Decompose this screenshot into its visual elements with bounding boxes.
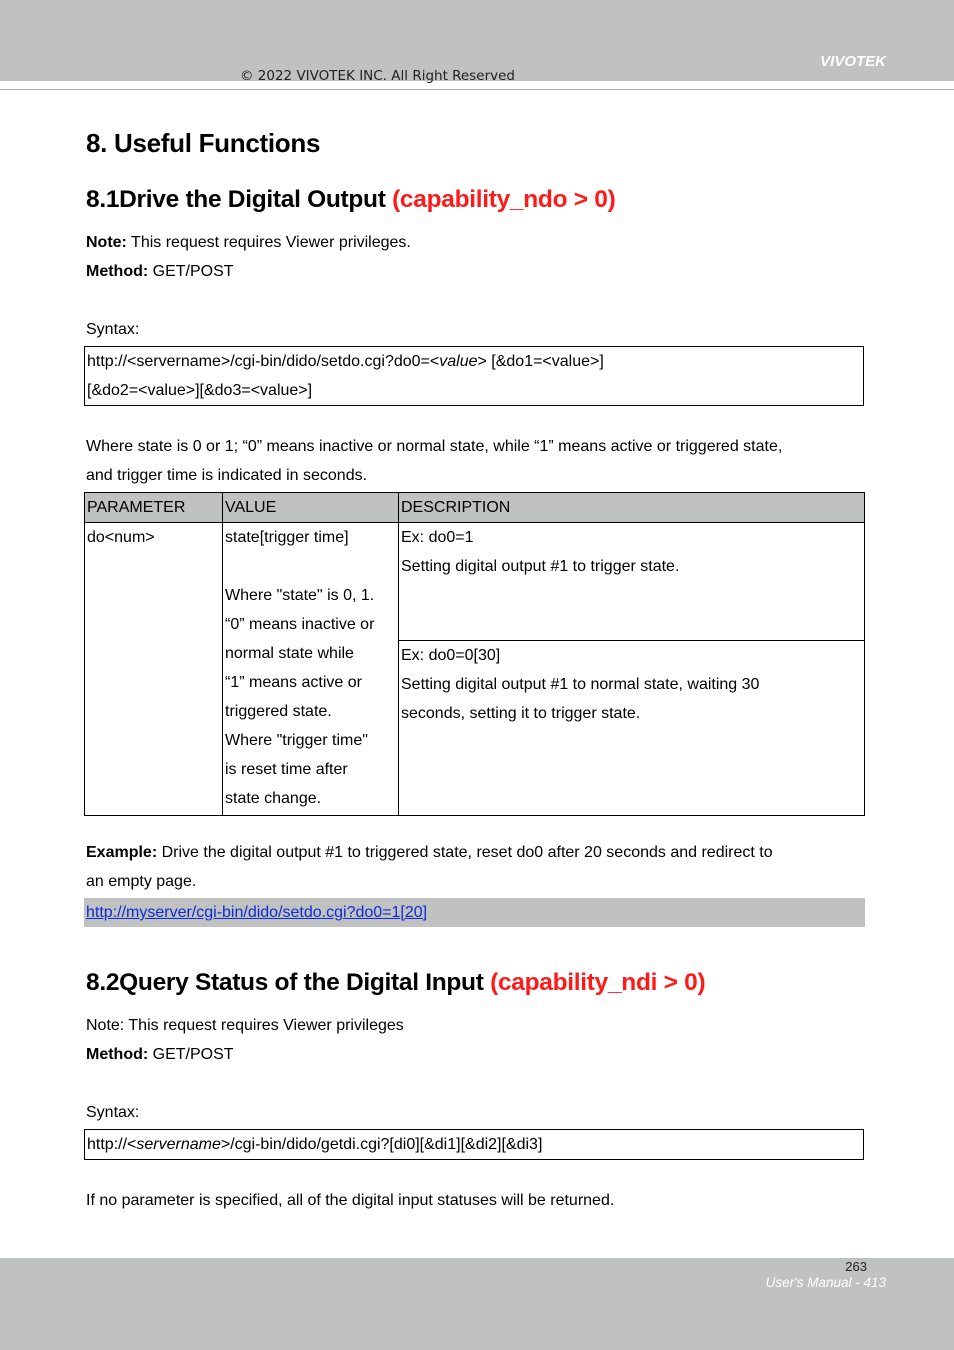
table-header-cell: PARAMETER <box>85 493 223 523</box>
subsection-title-text: 8.2Query Status of the Digital Input <box>86 969 491 996</box>
copyright-text: © 2022 VIVOTEK INC. All Right Reserved <box>240 68 515 84</box>
method-label: Method: <box>86 263 149 280</box>
syntax-box <box>84 346 864 406</box>
example-line: an empty page. <box>86 873 197 890</box>
description-line: seconds, setting it to trigger state. <box>401 704 641 722</box>
method-label: Method: <box>86 1046 149 1063</box>
value-line: normal state while <box>225 645 354 662</box>
syntax-placeholder: value <box>439 353 478 370</box>
brand-logo: VIVOTEK <box>820 53 886 70</box>
capability-label: (capability_ndi > 0) <box>490 969 706 996</box>
subsection-title-text: 8.1Drive the Digital Output <box>86 186 393 213</box>
description-line: Ex: do0=1 <box>401 529 474 546</box>
manual-label: User's Manual - 413 <box>765 1275 886 1290</box>
subsection-title-8-2 <box>86 969 705 997</box>
note-label: Note: <box>86 234 127 251</box>
method-text: GET/POST <box>148 263 234 280</box>
value-line: “1” means active or <box>225 674 362 691</box>
example-line <box>86 844 773 862</box>
syntax-line <box>87 347 861 376</box>
method-line <box>86 1046 234 1064</box>
note-text: This request requires Viewer privileges. <box>126 234 411 251</box>
section-title: 8. Useful Functions <box>86 128 321 158</box>
capability-label: (capability_ndo > 0) <box>392 186 616 213</box>
description-cell <box>399 523 865 641</box>
page-footer <box>0 1258 954 1350</box>
syntax-line <box>87 1130 861 1159</box>
example-text: Drive the digital output #1 to triggered state, reset do0 after 20 seconds and redirect to <box>157 844 773 861</box>
value-line: Where "state" is 0, 1. <box>225 587 375 604</box>
description-line: Setting digital output #1 to normal state, waiting 30 <box>401 675 760 693</box>
syntax-line: [&do2=<value>][&do3=<value>] <box>87 382 313 399</box>
page-number: 263 <box>845 1259 867 1274</box>
example-url-link[interactable]: http://myserver/cgi-bin/dido/setdo.cgi?do0=1[20] <box>86 904 428 921</box>
table-header-cell: VALUE <box>223 493 399 523</box>
syntax-box <box>84 1129 864 1160</box>
note-line <box>86 234 411 252</box>
parameter-cell: do<num> <box>85 523 223 816</box>
syntax-text: >/cgi-bin/dido/getdi.cgi?[di0][&di1][&di2][&di3] <box>220 1136 543 1153</box>
syntax-text: http://<servername>/cgi-bin/dido/setdo.cgi?do0=< <box>87 353 440 370</box>
parameter-table <box>84 492 865 816</box>
value-line: triggered state. <box>225 703 332 720</box>
method-line <box>86 263 234 281</box>
subsection-title-8-1 <box>86 186 615 214</box>
value-line: state change. <box>225 790 322 807</box>
table-header-cell: DESCRIPTION <box>399 493 865 523</box>
note-line: Note: This request requires Viewer privileges <box>86 1017 404 1034</box>
description-line: Where state is 0 or 1; “0” means inactive or normal state, while “1” means active or triggered state, <box>86 438 783 455</box>
value-line: is reset time after <box>225 761 348 778</box>
syntax-label: Syntax: <box>86 1104 140 1121</box>
description-line: Ex: do0=0[30] <box>401 646 501 664</box>
syntax-text: > [&do1=<value>] <box>477 353 604 370</box>
syntax-label: Syntax: <box>86 321 140 338</box>
value-line: state[trigger time] <box>225 529 349 546</box>
description-line: Setting digital output #1 to trigger state. <box>401 558 680 575</box>
table-header-row <box>85 493 865 523</box>
description-cell <box>399 640 865 815</box>
header-divider <box>0 89 954 90</box>
table-row <box>85 523 865 641</box>
value-line: Where "trigger time" <box>225 732 368 749</box>
value-cell <box>223 523 399 816</box>
method-text: GET/POST <box>148 1046 234 1063</box>
example-url-bar <box>84 898 865 927</box>
value-spacer <box>225 552 396 581</box>
syntax-text: http://< <box>87 1136 137 1153</box>
example-label: Example: <box>86 844 158 861</box>
description-line: and trigger time is indicated in seconds. <box>86 467 368 484</box>
description-line: If no parameter is specified, all of the digital input statuses will be returned. <box>86 1192 615 1209</box>
value-line: “0” means inactive or <box>225 616 375 633</box>
syntax-placeholder: servername <box>136 1136 221 1153</box>
